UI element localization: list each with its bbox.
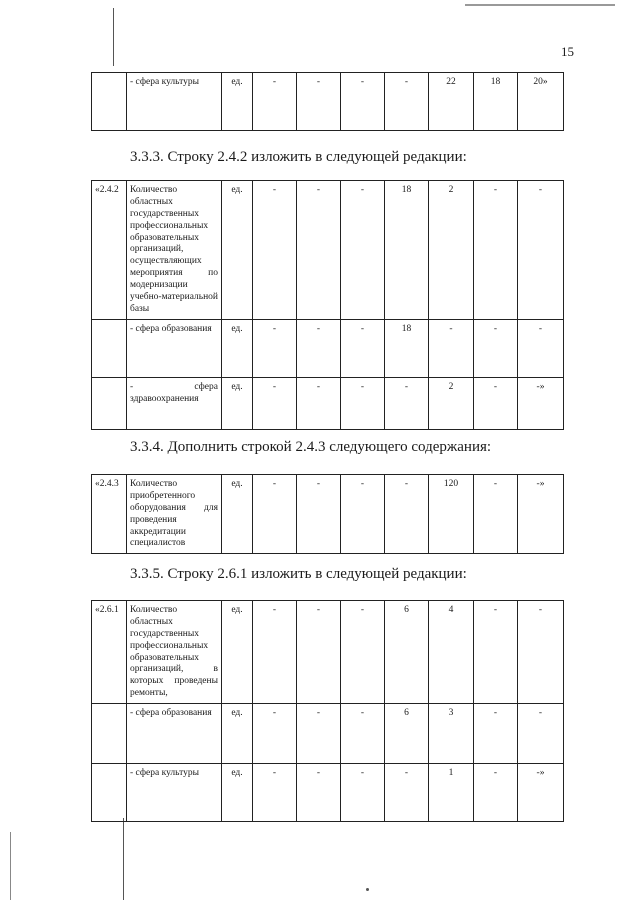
table-row bbox=[92, 601, 564, 704]
row-unit: ед. bbox=[222, 181, 253, 320]
row-code bbox=[92, 704, 127, 764]
row-value: - bbox=[297, 181, 341, 320]
scan-dot bbox=[366, 888, 369, 891]
table-row-2-4-2 bbox=[91, 180, 564, 430]
row-value: - bbox=[385, 475, 429, 554]
row-unit: ед. bbox=[222, 764, 253, 822]
row-value: - bbox=[297, 319, 341, 377]
row-value: - bbox=[518, 181, 564, 320]
scan-margin-line-top bbox=[113, 8, 114, 66]
table-row bbox=[92, 377, 564, 429]
row-value: 18 bbox=[385, 181, 429, 320]
row-label: - сфера образования bbox=[127, 704, 222, 764]
row-code: «2.4.3 bbox=[92, 475, 127, 554]
row-value: 20» bbox=[518, 73, 564, 131]
row-value: - bbox=[341, 704, 385, 764]
row-value: - bbox=[341, 181, 385, 320]
table-row bbox=[92, 475, 564, 554]
row-value: - bbox=[474, 704, 518, 764]
table-row bbox=[92, 181, 564, 320]
row-code bbox=[92, 319, 127, 377]
continuation-table bbox=[91, 72, 564, 131]
row-value: - bbox=[385, 764, 429, 822]
row-label: - сфера здравоохранения bbox=[127, 377, 222, 429]
row-label: Количество областных государственных профессиональных образовательных организаций, в которых проведены ремонты, bbox=[127, 601, 222, 704]
section-heading-2-4-3: 3.3.4. Дополнить строкой 2.4.3 следующего содержания: bbox=[130, 439, 492, 455]
row-value: - bbox=[297, 377, 341, 429]
table-row-2-6-1 bbox=[91, 600, 564, 822]
row-value: - bbox=[253, 601, 297, 704]
row-unit: ед. bbox=[222, 601, 253, 704]
section-heading-2-6-1: 3.3.5. Строку 2.6.1 изложить в следующей редакции: bbox=[130, 566, 467, 582]
row-value: - bbox=[518, 319, 564, 377]
row-value: - bbox=[253, 475, 297, 554]
row-value: - bbox=[253, 73, 297, 131]
table-row bbox=[92, 704, 564, 764]
row-value: - bbox=[341, 73, 385, 131]
scan-top-mark bbox=[465, 4, 615, 6]
row-value: - bbox=[474, 601, 518, 704]
row-value: 120 bbox=[429, 475, 474, 554]
row-value: - bbox=[385, 73, 429, 131]
row-value: 6 bbox=[385, 704, 429, 764]
table-row bbox=[92, 764, 564, 822]
row-value: 1 bbox=[429, 764, 474, 822]
row-code bbox=[92, 764, 127, 822]
row-label: Количество приобретенного оборудования для проведения аккредитации специалистов bbox=[127, 475, 222, 554]
row-unit: ед. bbox=[222, 475, 253, 554]
row-label: - сфера культуры bbox=[127, 73, 222, 131]
row-label: - сфера культуры bbox=[127, 764, 222, 822]
row-value: 6 bbox=[385, 601, 429, 704]
row-value: - bbox=[297, 73, 341, 131]
row-value: - bbox=[474, 181, 518, 320]
row-value: 18 bbox=[474, 73, 518, 131]
row-code: «2.4.2 bbox=[92, 181, 127, 320]
row-value: - bbox=[253, 181, 297, 320]
table-row-2-4-3 bbox=[91, 474, 564, 554]
row-value: - bbox=[385, 377, 429, 429]
section-heading-2-4-2: 3.3.3. Строку 2.4.2 изложить в следующей редакции: bbox=[130, 149, 467, 165]
row-code bbox=[92, 73, 127, 131]
row-value: - bbox=[297, 704, 341, 764]
row-value: - bbox=[253, 764, 297, 822]
row-value: - bbox=[474, 764, 518, 822]
row-unit: ед. bbox=[222, 704, 253, 764]
scan-edge-line bbox=[10, 832, 11, 900]
row-value: - bbox=[341, 601, 385, 704]
row-label: - сфера образования bbox=[127, 319, 222, 377]
scan-margin-line-bottom bbox=[123, 818, 124, 900]
row-code: «2.6.1 bbox=[92, 601, 127, 704]
row-value: - bbox=[253, 319, 297, 377]
row-value: - bbox=[474, 475, 518, 554]
page-number: 15 bbox=[561, 44, 574, 59]
row-value: 4 bbox=[429, 601, 474, 704]
row-value: - bbox=[474, 319, 518, 377]
row-value: - bbox=[253, 377, 297, 429]
row-code bbox=[92, 377, 127, 429]
row-value: - bbox=[297, 601, 341, 704]
row-value: 2 bbox=[429, 377, 474, 429]
row-value: - bbox=[341, 764, 385, 822]
row-value: - bbox=[297, 764, 341, 822]
row-unit: ед. bbox=[222, 377, 253, 429]
row-value: - bbox=[518, 704, 564, 764]
row-value: - bbox=[429, 319, 474, 377]
row-label: Количество областных государственных профессиональных образовательных организаций, осуществляющих мероприятия по модернизации учебно-материальной базы bbox=[127, 181, 222, 320]
row-unit: ед. bbox=[222, 73, 253, 131]
row-value: - bbox=[253, 704, 297, 764]
row-value: - bbox=[341, 319, 385, 377]
row-unit: ед. bbox=[222, 319, 253, 377]
row-value: - bbox=[341, 377, 385, 429]
row-value: - bbox=[518, 601, 564, 704]
row-value: - bbox=[341, 475, 385, 554]
table-row bbox=[92, 73, 564, 131]
row-value: -» bbox=[518, 764, 564, 822]
row-value: - bbox=[297, 475, 341, 554]
row-value: 22 bbox=[429, 73, 474, 131]
row-value: - bbox=[474, 377, 518, 429]
table-row bbox=[92, 319, 564, 377]
row-value: 18 bbox=[385, 319, 429, 377]
row-value: -» bbox=[518, 377, 564, 429]
row-value: 3 bbox=[429, 704, 474, 764]
row-value: 2 bbox=[429, 181, 474, 320]
row-value: -» bbox=[518, 475, 564, 554]
